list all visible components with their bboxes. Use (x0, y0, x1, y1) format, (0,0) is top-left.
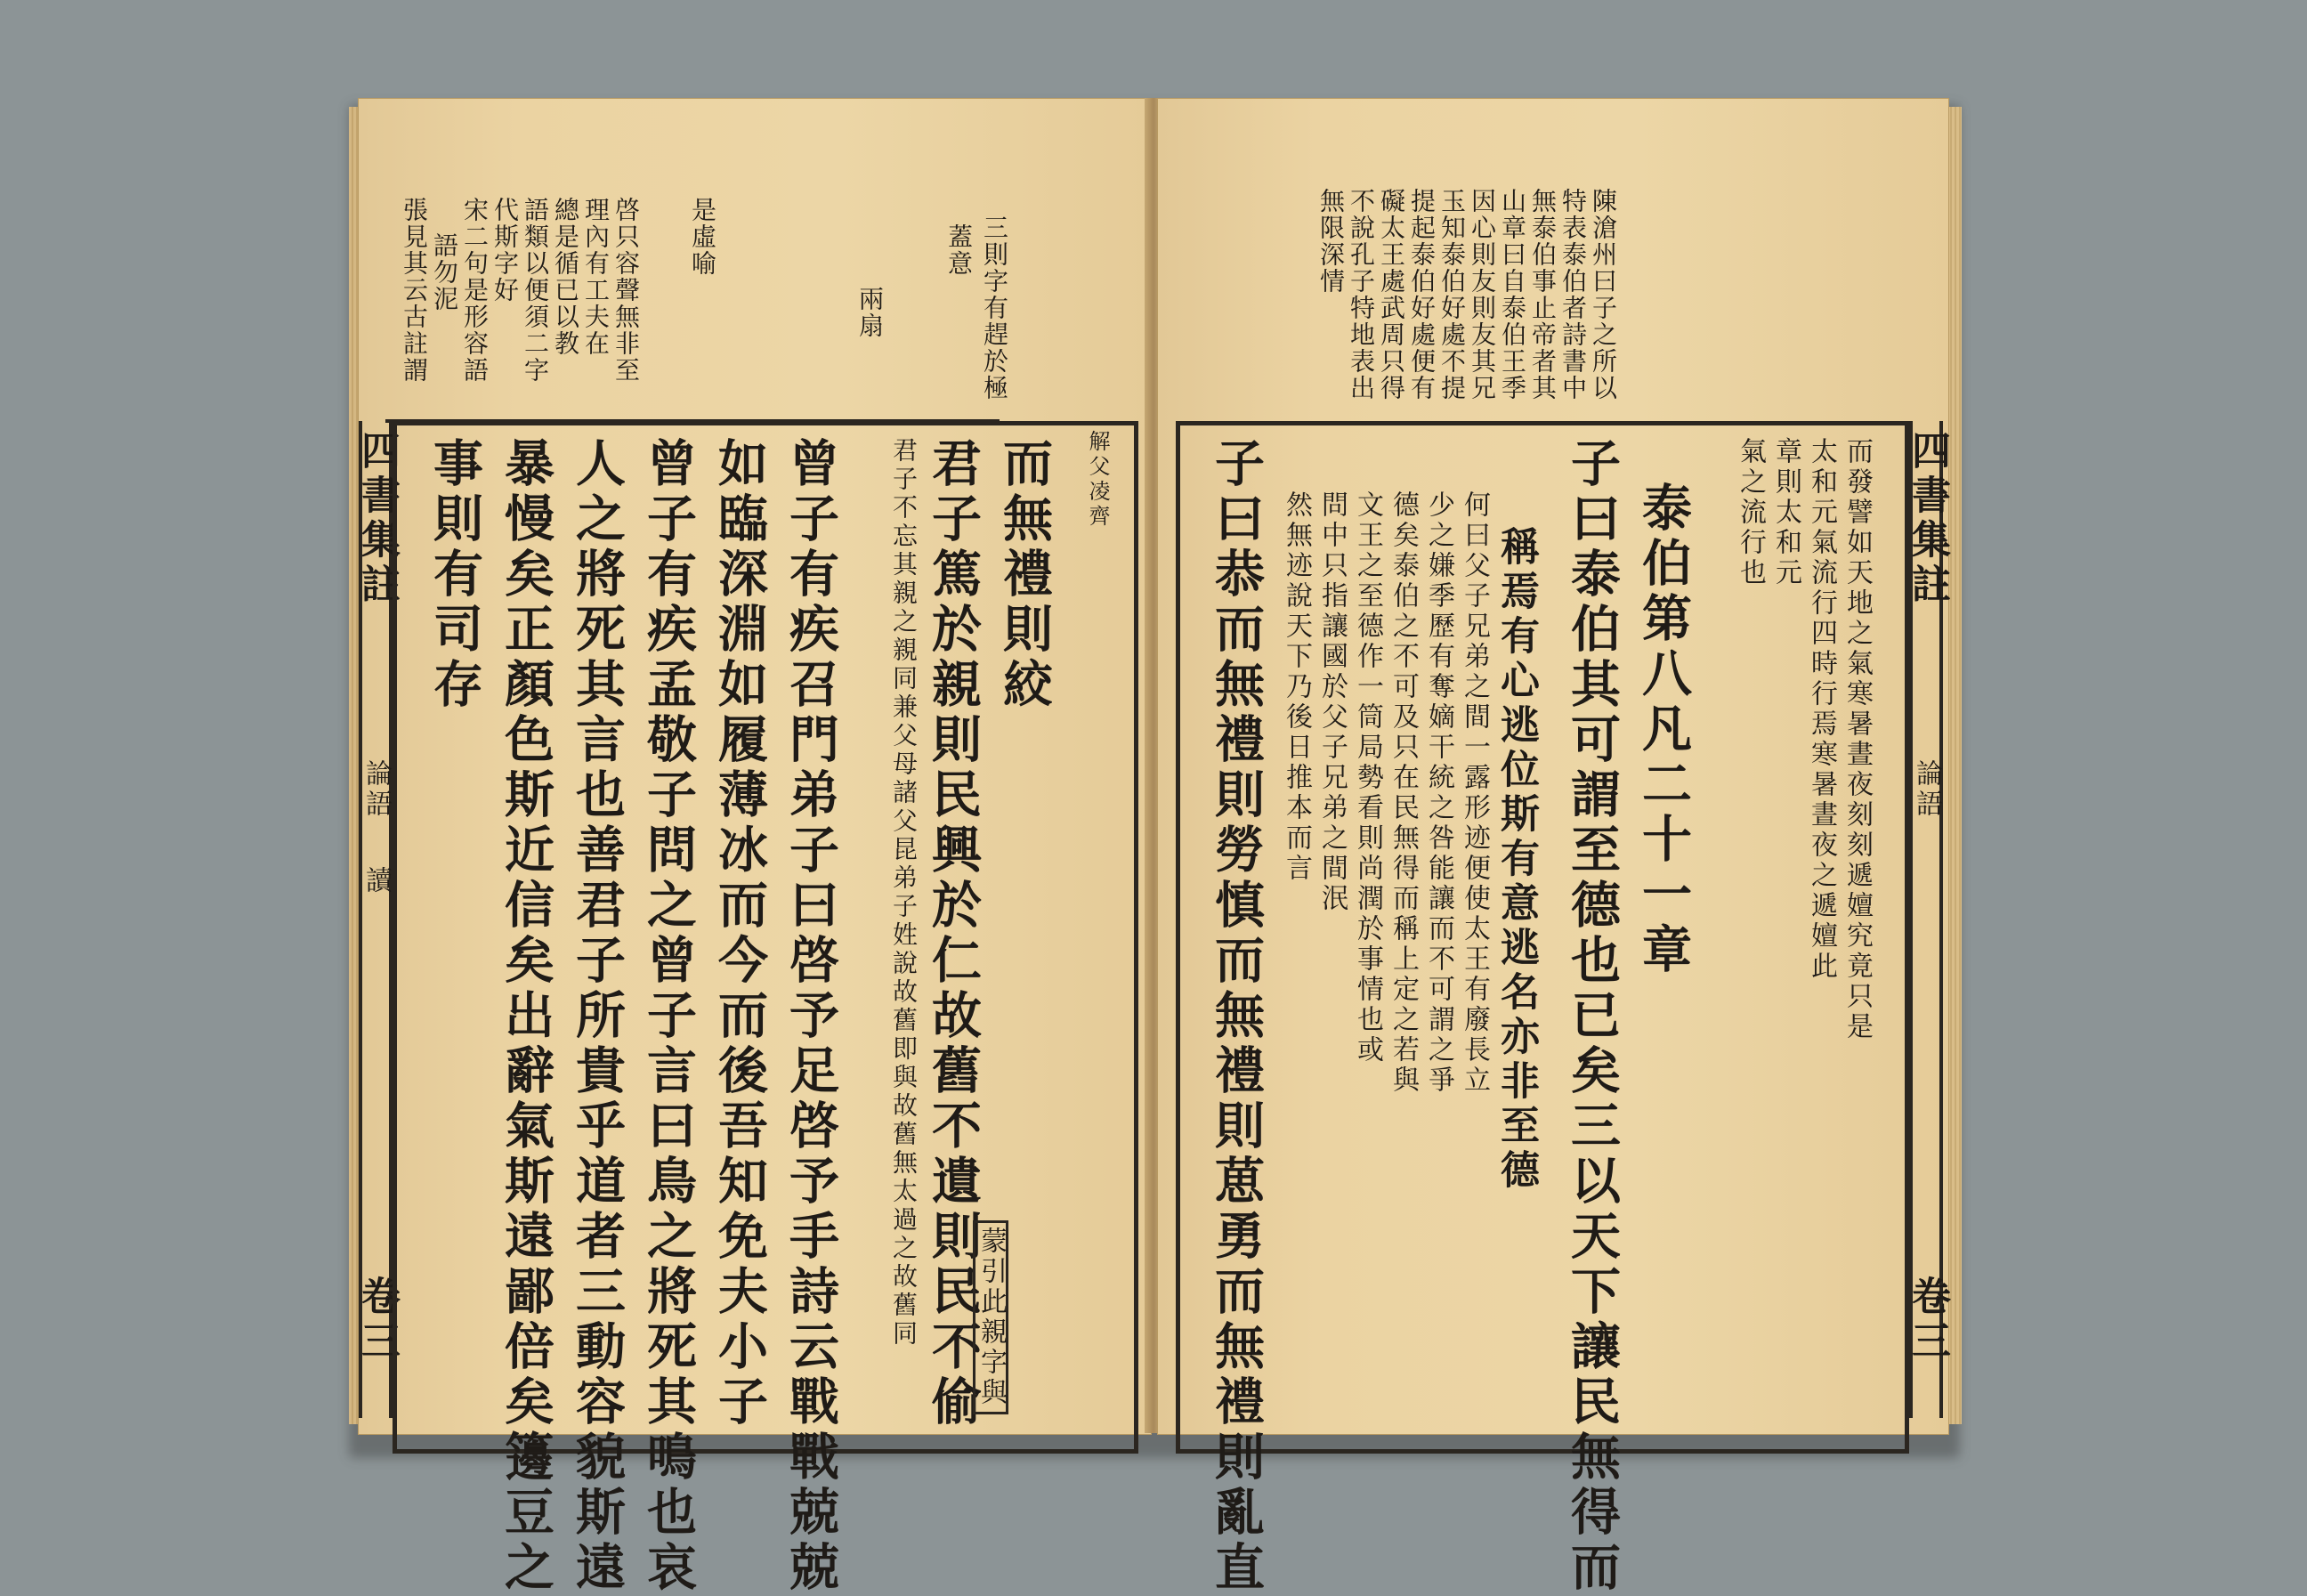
left-header-note: 語勿泥 (430, 232, 459, 312)
strip-section: 論語 (360, 759, 392, 820)
right-page-edges (1947, 107, 1962, 1424)
commentary-column: 何曰父子兄弟之間一露形迹便使太王有廢長立 (1459, 490, 1490, 1096)
commentary-column: 然無迹說天下乃後日推本而言 (1281, 490, 1312, 884)
strip-page-number: 卷三 (1905, 1276, 1950, 1365)
commentary-column: 少之嫌季歷有奪嫡干統之咎能讓而不可謂之爭 (1423, 490, 1454, 1096)
commentary-column: 德矣泰伯之不可及只在民無得而稱上定之若與 (1388, 490, 1419, 1096)
commentary-column: 章則太和元 (1770, 437, 1801, 588)
right-center-strip (1905, 421, 1950, 1418)
left-header-note: 兩扇 (855, 286, 885, 339)
strip-label: 讀 (360, 866, 392, 896)
main-text-column: 子曰恭而無禮則勞慎而無禮則葸勇而無禮則亂直 (1207, 437, 1266, 1596)
left-header-note: 啓只容聲無非至 (611, 197, 641, 384)
right-header-note: 無泰伯事止帝者其 (1528, 188, 1558, 401)
left-header-note: 張見其云古註謂 (400, 197, 429, 384)
main-text-column: 事則有司存 (425, 437, 484, 713)
main-text-column: 曾子有疾孟敬子問之曾子言曰鳥之將死其鳴也哀 (639, 437, 698, 1596)
left-header-note: 宋二句是形容語 (460, 197, 490, 384)
left-header-note: 是虛喻 (688, 197, 717, 277)
commentary-column: 稱焉有心逃位斯有意逃名亦非至德 (1493, 526, 1539, 1194)
right-header-note: 山章曰自泰伯王季 (1498, 188, 1527, 401)
left-header-note: 理內有工夫在 (581, 197, 611, 357)
commentary-column: 問中只指讓國於父子兄弟之間泯 (1316, 490, 1348, 914)
right-header-note: 因心則友則友其兄 (1468, 188, 1497, 401)
right-header-note: 特表泰伯者詩書中 (1558, 188, 1588, 401)
right-header-note: 礙太王處武周只得 (1377, 188, 1406, 401)
main-text-column: 曾子有疾召門弟子曰啓予足啓予手詩云戰戰兢兢 (781, 437, 840, 1596)
left-header-note: 三則字有趕於極 (980, 215, 1009, 401)
marginal-note: 解父凌齊 (1085, 430, 1110, 530)
left-header-note: 語類以便須二字 (521, 197, 550, 384)
right-header-note: 陳滄州曰子之所以 (1589, 188, 1618, 401)
commentary-column: 文王之至德作一筒局勢看則尚潤於事情也或 (1352, 490, 1383, 1065)
main-text-column: 暴慢矣正顏色斯近信矣出辭氣斯遠鄙倍矣籩豆之 (497, 437, 555, 1596)
strip-title: 四書集註 (1905, 430, 1950, 608)
chapter-title: 泰伯第八凡二十一章 (1634, 482, 1693, 978)
right-header-note: 無限深情 (1316, 188, 1346, 295)
commentary-column: 君子不忘其親之親同兼父母諸父昆弟子姓說故舊即與故舊無太過之故舊同 (889, 437, 919, 1349)
right-header-note: 玉知泰伯好處不提 (1437, 188, 1467, 401)
main-text-column: 而無禮則絞 (995, 437, 1054, 713)
boxed-side-note: 蒙引此親字與 (973, 1220, 1008, 1414)
main-text-column: 人之將死其言也善君子所貴乎道者三動容貌斯遠 (568, 437, 627, 1596)
left-header-note: 總是循已以教 (551, 197, 580, 357)
commentary-column: 氣之流行也 (1735, 437, 1766, 588)
left-header-note: 蓋意 (944, 223, 974, 277)
strip-title: 四書集註 (354, 430, 400, 608)
commentary-column: 而發譬如天地之氣寒暑晝夜刻刻遞嬗究竟只是 (1842, 437, 1873, 1042)
left-center-strip (354, 421, 400, 1418)
main-text-column: 君子篤於親則民興於仁故舊不遺則民不偷 (924, 437, 983, 1430)
main-text-column: 如臨深淵如履薄冰而今而後吾知免夫小子 (710, 437, 769, 1430)
left-page (354, 98, 1152, 1596)
left-header-note: 代斯字好 (490, 197, 520, 304)
strip-section: 論語 (1911, 759, 1942, 820)
right-header-note: 不說孔子特地表出 (1347, 188, 1376, 401)
right-header-note: 提起泰伯好處便有 (1407, 188, 1437, 401)
right-page (1157, 98, 1950, 1596)
strip-page-number: 卷三 (354, 1276, 400, 1365)
commentary-column: 太和元氣流行四時行焉寒暑晝夜之遞嬗此 (1806, 437, 1837, 982)
main-text-column: 子曰泰伯其可謂至德也已矣三以天下讓民無得而 (1563, 437, 1622, 1596)
